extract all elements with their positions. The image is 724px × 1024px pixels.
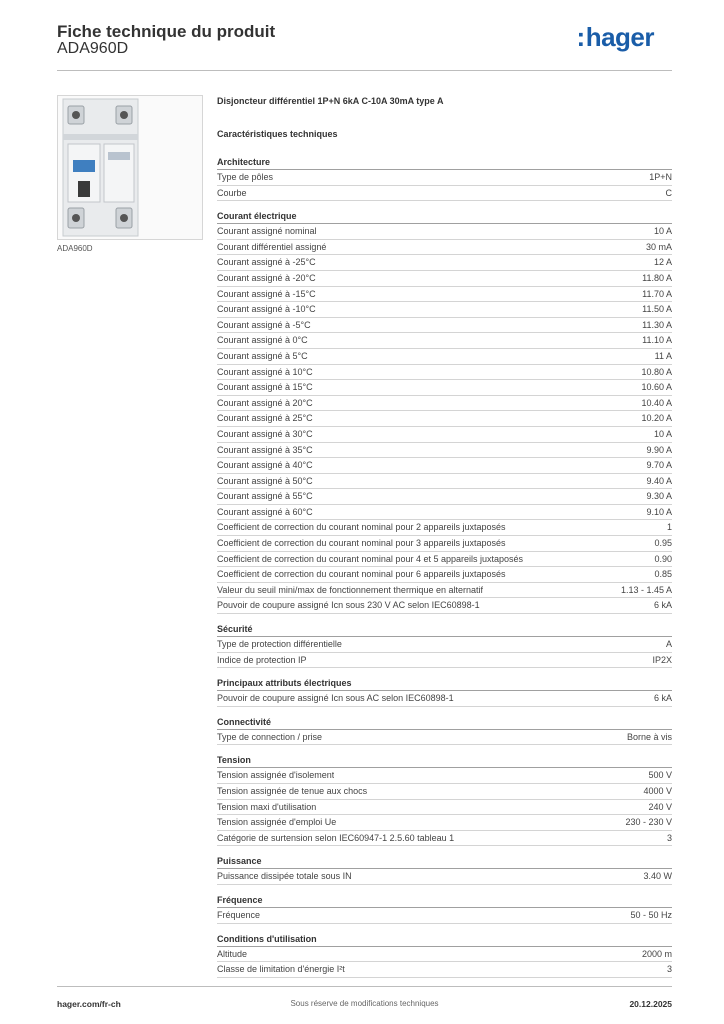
spec-value: 10.80 A bbox=[641, 366, 672, 377]
spec-label: Courant assigné à 60°C bbox=[217, 506, 313, 517]
spec-label: Type de pôles bbox=[217, 172, 274, 182]
spec-label: Courant assigné à 10°C bbox=[217, 366, 313, 377]
image-caption: ADA960D bbox=[57, 244, 93, 253]
spec-row bbox=[217, 186, 672, 202]
spec-section bbox=[217, 209, 672, 614]
spec-label: Courant assigné à 15°C bbox=[217, 382, 313, 393]
spec-value: 500 V bbox=[648, 770, 672, 781]
spec-label: Courant assigné à 40°C bbox=[217, 460, 313, 471]
spec-value: 2000 m bbox=[641, 948, 672, 959]
spec-value: 3.40 W bbox=[643, 871, 672, 882]
spec-row bbox=[217, 637, 672, 653]
specs-title: Caractéristiques techniques bbox=[217, 129, 338, 139]
spec-label: Courant différentiel assigné bbox=[217, 241, 327, 252]
spec-label: Courant assigné à 5°C bbox=[217, 350, 308, 361]
spec-value: 1.13 - 1.45 A bbox=[620, 584, 672, 595]
spec-value: 9.10 A bbox=[646, 506, 672, 517]
spec-value: Borne à vis bbox=[626, 731, 672, 742]
section-title: Sécurité bbox=[217, 622, 672, 637]
spec-label: Tension assignée d'emploi Ue bbox=[217, 817, 337, 828]
spec-label: Type de connection / prise bbox=[217, 731, 323, 742]
page-header bbox=[57, 20, 672, 71]
section-title: Tension bbox=[217, 753, 672, 768]
spec-row bbox=[217, 691, 672, 707]
spec-label: Tension maxi d'utilisation bbox=[217, 801, 317, 812]
spec-row bbox=[217, 908, 672, 924]
product-code: ADA960D bbox=[57, 40, 129, 57]
spec-label: Courant assigné à 55°C bbox=[217, 491, 313, 502]
spec-value: 11.50 A bbox=[642, 304, 672, 315]
spec-label: Altitude bbox=[217, 948, 248, 959]
spec-row bbox=[217, 947, 672, 963]
spec-row bbox=[217, 224, 672, 240]
spec-row bbox=[217, 365, 672, 381]
spec-label: Tension assignée de tenue aux chocs bbox=[217, 786, 368, 796]
spec-value: 11.30 A bbox=[642, 319, 672, 330]
spec-section bbox=[217, 854, 672, 885]
spec-row bbox=[217, 380, 672, 396]
spec-row bbox=[217, 271, 672, 287]
spec-value: 10 A bbox=[653, 428, 672, 439]
section-title: Principaux attributs électriques bbox=[217, 676, 672, 691]
spec-value: 4000 V bbox=[643, 786, 672, 796]
document-title: Fiche technique du produit bbox=[57, 22, 276, 41]
spec-value: 1 bbox=[666, 522, 672, 533]
spec-value: C bbox=[665, 187, 672, 198]
spec-value: 11.80 A bbox=[642, 272, 672, 283]
spec-value: 9.30 A bbox=[646, 491, 672, 502]
spec-row bbox=[217, 349, 672, 365]
spec-value: 11.70 A bbox=[642, 288, 672, 299]
section-title: Courant électrique bbox=[217, 209, 672, 224]
spec-row bbox=[217, 831, 672, 847]
spec-section bbox=[217, 932, 672, 978]
spec-row bbox=[217, 730, 672, 746]
spec-row bbox=[217, 520, 672, 536]
spec-label: Fréquence bbox=[217, 909, 261, 920]
spec-value: 11.10 A bbox=[642, 335, 672, 346]
spec-label: Courant assigné nominal bbox=[217, 226, 317, 237]
spec-value: 9.90 A bbox=[646, 444, 672, 455]
spec-value: 240 V bbox=[648, 801, 672, 812]
spec-value: 0.85 bbox=[654, 569, 672, 580]
spec-value: 3 bbox=[666, 964, 672, 975]
spec-section bbox=[217, 622, 672, 668]
section-title: Connectivité bbox=[217, 715, 672, 730]
spec-row bbox=[217, 552, 672, 568]
spec-value: A bbox=[665, 639, 672, 650]
spec-row bbox=[217, 411, 672, 427]
spec-row bbox=[217, 536, 672, 552]
spec-section bbox=[217, 753, 672, 846]
spec-row bbox=[217, 170, 672, 186]
spec-sheet bbox=[217, 95, 672, 978]
section-title: Puissance bbox=[217, 854, 672, 869]
section-title: Fréquence bbox=[217, 893, 672, 908]
logo-text: hager bbox=[585, 22, 654, 52]
spec-value: IP2X bbox=[652, 654, 672, 665]
spec-label: Courant assigné à -10°C bbox=[217, 304, 316, 315]
spec-value: 230 - 230 V bbox=[625, 817, 672, 828]
spec-row bbox=[217, 505, 672, 521]
spec-label: Courant assigné à 0°C bbox=[217, 335, 308, 346]
spec-label: Courant assigné à 30°C bbox=[217, 428, 313, 439]
spec-label: Courant assigné à 20°C bbox=[217, 397, 313, 408]
spec-row bbox=[217, 287, 672, 303]
spec-row bbox=[217, 255, 672, 271]
spec-label: Courant assigné à 25°C bbox=[217, 413, 313, 424]
spec-section bbox=[217, 155, 672, 201]
spec-label: Courbe bbox=[217, 187, 247, 198]
spec-row bbox=[217, 567, 672, 583]
spec-label: Courant assigné à -25°C bbox=[217, 257, 316, 268]
spec-label: Courant assigné à 35°C bbox=[217, 444, 313, 455]
spec-row bbox=[217, 768, 672, 784]
spec-value: 1P+N bbox=[649, 172, 672, 182]
spec-label: Coefficient de correction du courant nominal pour 4 et 5 appareils juxtaposés bbox=[217, 553, 524, 564]
spec-value: 9.40 A bbox=[646, 475, 672, 486]
spec-label: Pouvoir de coupure assigné Icn sous 230 V AC selon IEC60898-1 bbox=[217, 600, 480, 611]
product-description: Disjoncteur différentiel 1P+N 6kA C-10A 30mA type A bbox=[217, 96, 444, 106]
spec-value: 30 mA bbox=[645, 241, 672, 252]
spec-value: 6 kA bbox=[653, 693, 672, 704]
spec-value: 10.20 A bbox=[641, 413, 672, 424]
spec-value: 9.70 A bbox=[646, 460, 672, 471]
spec-label: Catégorie de surtension selon IEC60947-1 2.5.60 tableau 1 bbox=[217, 832, 455, 843]
spec-row bbox=[217, 598, 672, 614]
spec-value: 3 bbox=[666, 832, 672, 843]
footer-disclaimer: Sous réserve de modifications techniques bbox=[290, 999, 439, 1008]
spec-value: 6 kA bbox=[653, 600, 672, 611]
spec-row bbox=[217, 333, 672, 349]
spec-label: Coefficient de correction du courant nominal pour 3 appareils juxtaposés bbox=[217, 538, 506, 549]
circuit-breaker-icon bbox=[58, 96, 202, 239]
spec-label: Courant assigné à 50°C bbox=[217, 475, 313, 486]
spec-row bbox=[217, 302, 672, 318]
spec-value: 0.90 bbox=[654, 553, 672, 564]
spec-row bbox=[217, 583, 672, 599]
spec-label: Coefficient de correction du courant nominal pour 6 appareils juxtaposés bbox=[217, 569, 506, 580]
page-footer bbox=[57, 986, 672, 1017]
product-image bbox=[57, 95, 203, 240]
spec-value: 10.40 A bbox=[641, 397, 672, 408]
spec-label: Tension assignée d'isolement bbox=[217, 770, 335, 781]
footer-date: 20.12.2025 bbox=[629, 999, 672, 1009]
spec-row bbox=[217, 443, 672, 459]
spec-label: Type de protection différentielle bbox=[217, 639, 342, 650]
spec-sections bbox=[217, 155, 672, 978]
spec-value: 10.60 A bbox=[641, 382, 672, 393]
spec-row bbox=[217, 474, 672, 490]
spec-section bbox=[217, 893, 672, 924]
spec-row bbox=[217, 869, 672, 885]
spec-section bbox=[217, 715, 672, 746]
footer-website[interactable]: hager.com/fr-ch bbox=[57, 999, 121, 1009]
spec-label: Courant assigné à -15°C bbox=[217, 288, 316, 299]
spec-value: 10 A bbox=[653, 226, 672, 237]
spec-row bbox=[217, 800, 672, 816]
spec-value: 12 A bbox=[653, 257, 672, 268]
spec-section bbox=[217, 676, 672, 707]
spec-row bbox=[217, 784, 672, 800]
spec-row bbox=[217, 815, 672, 831]
spec-row bbox=[217, 318, 672, 334]
spec-value: 0.95 bbox=[654, 538, 672, 549]
spec-row bbox=[217, 962, 672, 978]
spec-label: Courant assigné à -5°C bbox=[217, 319, 311, 330]
section-title: Conditions d'utilisation bbox=[217, 932, 672, 947]
spec-label: Classe de limitation d'énergie I²t bbox=[217, 964, 345, 975]
spec-row bbox=[217, 427, 672, 443]
hager-logo: :hager bbox=[576, 22, 654, 52]
spec-label: Puissance dissipée totale sous IN bbox=[217, 871, 352, 882]
spec-row bbox=[217, 458, 672, 474]
spec-row bbox=[217, 240, 672, 256]
spec-label: Coefficient de correction du courant nominal pour 2 appareils juxtaposés bbox=[217, 522, 506, 533]
spec-label: Valeur du seuil mini/max de fonctionnement thermique en alternatif bbox=[217, 584, 483, 595]
spec-label: Indice de protection IP bbox=[217, 654, 307, 665]
spec-label: Courant assigné à -20°C bbox=[217, 272, 316, 283]
spec-row bbox=[217, 653, 672, 669]
spec-row bbox=[217, 396, 672, 412]
spec-row bbox=[217, 489, 672, 505]
spec-value: 11 A bbox=[654, 350, 672, 361]
spec-label: Pouvoir de coupure assigné Icn sous AC selon IEC60898-1 bbox=[217, 693, 454, 704]
spec-value: 50 - 50 Hz bbox=[630, 909, 672, 920]
section-title: Architecture bbox=[217, 155, 672, 170]
